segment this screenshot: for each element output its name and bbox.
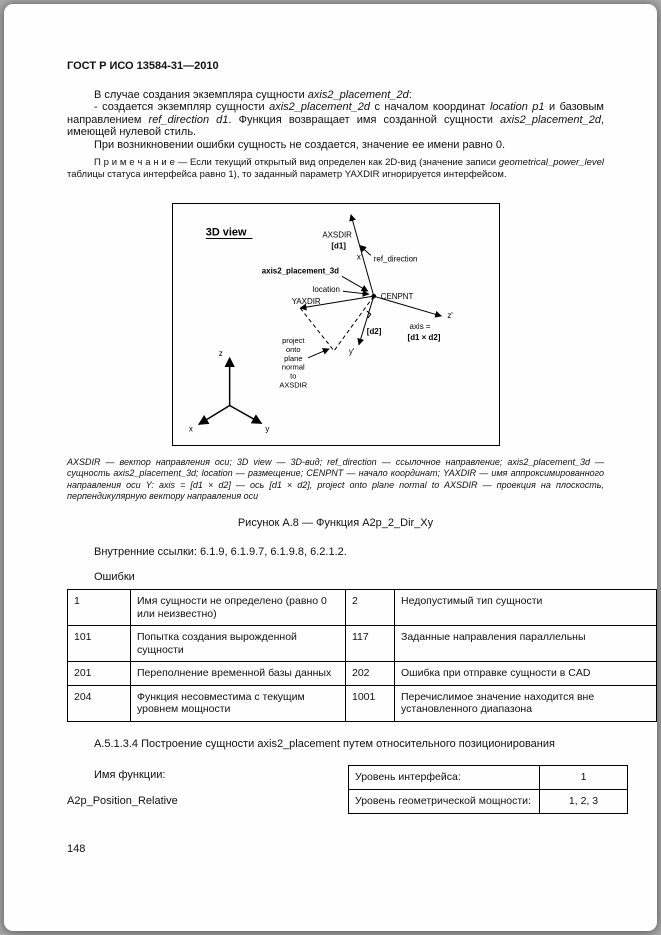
d2-label: [d2] [366,326,381,336]
table-row [68,626,657,662]
y-axis-label: y' [348,346,354,356]
paragraph-intro: В случае создания экземпляра сущности axis2_placement_2d: [94,89,412,101]
error-code-cell: 202 [346,662,395,686]
level-value-cell: 1 [540,765,628,789]
levels-table [348,765,628,814]
table-row [68,685,657,721]
error-desc-cell: Переполнение временной базы данных [131,662,346,686]
entity-leader [341,276,367,291]
errors-table [67,589,657,722]
error-code-cell: 101 [68,626,131,662]
internal-references: Внутренние ссылки: 6.1.9, 6.1.9.7, 6.1.9.8, 6.2.1.2. [94,546,347,558]
triad-z-label: z [218,348,223,358]
error-desc-cell: Перечислимое значение находится вне установленного диапазона [395,685,657,721]
error-code-cell: 117 [346,626,395,662]
table-row [349,765,628,789]
axis-eq-label: axis = [409,321,431,331]
page-content [67,60,604,814]
document-page [4,4,657,931]
paragraph-create: - создается экземпляр сущности axis2_placement_2d с началом координат location p1 и базовым направлением ref_direction d1. Функция возвращает имя созданной сущности axis2_placement_2d, имеющей нулевой стиль. [67,101,605,139]
errors-heading: Ошибки [94,571,135,583]
error-code-cell: 204 [68,685,131,721]
function-info [67,765,178,814]
table-row [349,789,628,813]
error-code-cell: 2 [346,590,395,626]
table-row [68,662,657,686]
ref-direction-label: ref_direction [373,254,417,264]
axis-placement-diagram [173,204,499,445]
error-desc-cell: Заданные направления параллельны [395,626,657,662]
page-number: 148 [67,843,86,855]
section-heading: А.5.1.3.4 Построение сущности axis2_placement путем относительного позиционирования [94,737,555,750]
error-desc-cell: Ошибка при отправке сущности в CAD [395,662,657,686]
y-axis-arrow [358,296,373,345]
project-leader [308,348,329,357]
figure-frame [172,203,500,446]
function-name-value: A2p_Position_Relative [67,794,178,807]
error-desc-cell: Попытка создания вырожденной сущности [131,626,346,662]
cenpnt-label: CENPNT [380,291,413,301]
level-label-cell: Уровень интерфейса: [349,765,540,789]
level-label-cell: Уровень геометрической мощности: [349,789,540,813]
function-block [67,765,628,814]
figure-caption: AXSDIR — вектор направления оси; 3D view — 3D-вид; ref_direction — ссылочное направление; axis2_placement_3d — сущность axis2_placement_3d; location — размещение; CENPNT — начало координат; YAXDIR — имя аппроксимированного направления оси Y: axis = [d1 × d2] — ось [d1 × d2], project onto plane normal to AXSDIR — проекция на плоскость, перпендикулярную вектору направления оси [67,456,604,502]
view-label: 3D view [205,226,246,239]
function-name-label: Имя функции: [94,768,166,781]
yaxdir-label: YAXDIR [291,296,321,306]
d1-label: [d1] [330,241,346,251]
location-leader [342,291,368,294]
triad-x-arrow [198,405,229,424]
error-desc-cell: Имя сущности не определено (равно 0 или неизвестно) [131,590,346,626]
z-axis-label: z' [446,310,453,320]
error-desc-cell: Недопустимый тип сущности [395,590,657,626]
project-text-line: to [289,371,296,381]
projection-dashed-line [334,296,374,351]
entity-label: axis2_placement_3d [261,265,339,275]
triad-x-label: x [188,423,193,433]
error-code-cell: 1001 [346,685,395,721]
projection-dashed-line [300,308,334,351]
triad-y-arrow [229,405,261,423]
triad-y-label: y [264,423,269,433]
figure-title: Рисунок А.8 — Функция A2p_2_Dir_Xy [237,517,434,529]
document-header: ГОСТ Р ИСО 13584-31—2010 [67,60,219,72]
error-code-cell: 201 [68,662,131,686]
project-text-line: normal [281,362,305,372]
note-paragraph: П р и м е ч а н и е — Если текущий открытый вид определен как 2D-вид (значение записи geometrical_power_level таблицы статуса интерфейса равно 1), то заданный параметр YAXDIR игнорируется интерфейсом. [67,157,604,180]
project-text-line: project [281,335,304,345]
level-value-cell: 1, 2, 3 [540,789,628,813]
project-text-line: onto [285,344,301,354]
cenpnt-point [371,294,376,299]
project-text-line: AXSDIR [278,380,307,390]
error-desc-cell: Функция несовместима с текущим уровнем мощности [131,685,346,721]
location-label: location [312,284,340,294]
project-text-line: plane [283,353,302,363]
error-code-cell: 1 [68,590,131,626]
axis-value-label: [d1 × d2] [407,332,440,342]
table-row [68,590,657,626]
axsdir-label: AXSDIR [321,230,352,240]
paragraph-error: При возникновении ошибки сущность не создается, значение ее имени равно 0. [94,138,506,151]
x-axis-label: x' [356,252,362,262]
